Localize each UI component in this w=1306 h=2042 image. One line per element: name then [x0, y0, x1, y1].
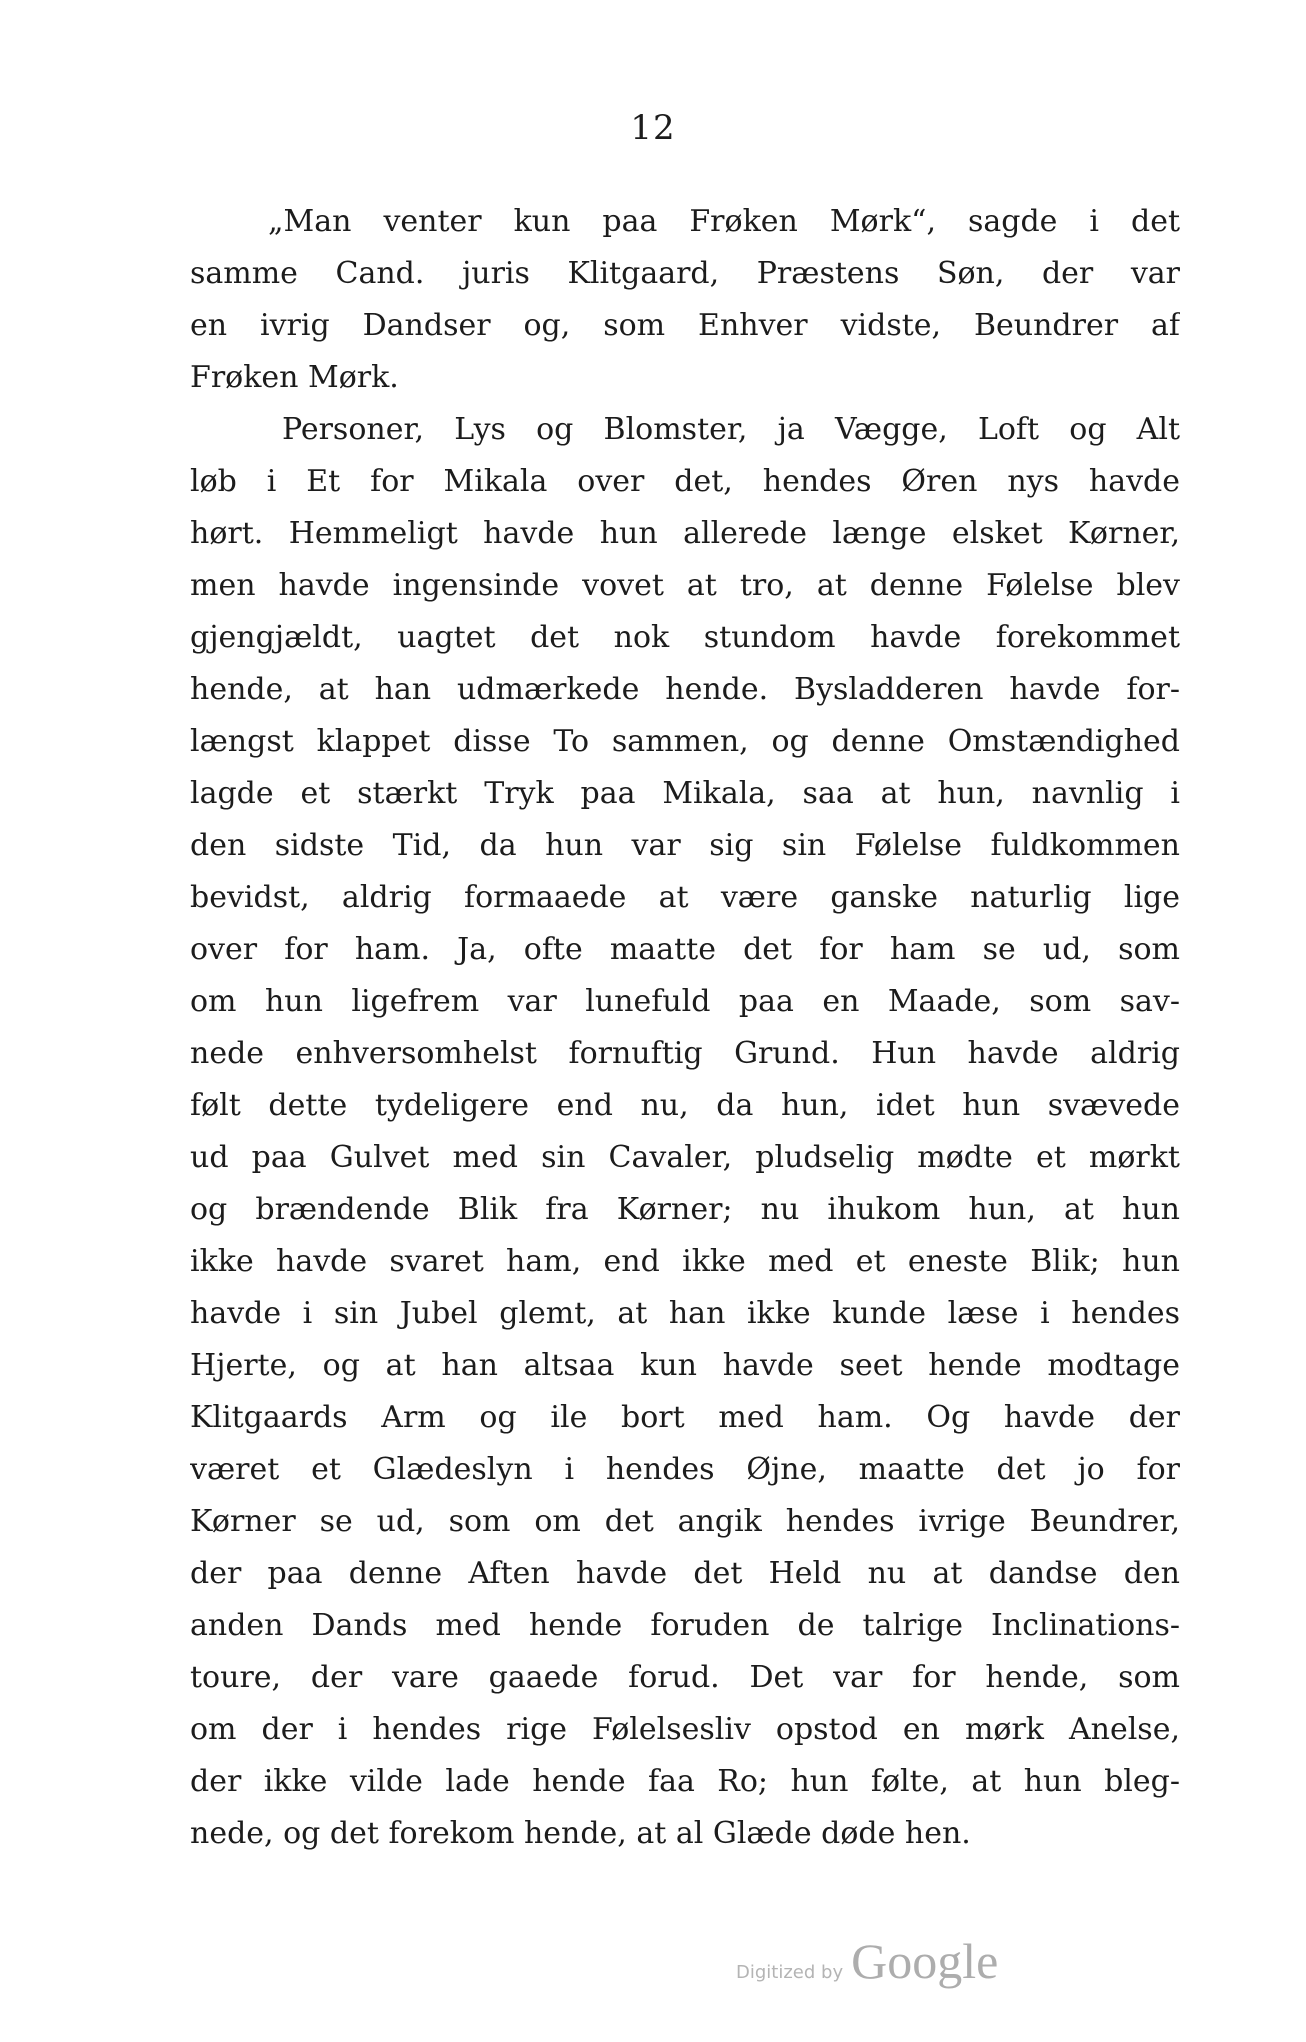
text-line: nede enhversomhelst fornuftig Grund. Hun havde aldrig: [190, 1036, 1180, 1071]
text-line: lagde et stærkt Tryk paa Mikala, saa at hun, navnlig i: [190, 776, 1180, 811]
text-line: samme Cand. juris Klitgaard, Præstens Søn, der var: [190, 256, 1180, 291]
google-logo: Google: [851, 1933, 999, 1989]
digitized-by-label: Digitized by: [736, 1962, 844, 1983]
text-line: ikke havde svaret ham, end ikke med et eneste Blik; hun: [190, 1244, 1180, 1279]
text-line: ud paa Gulvet med sin Cavaler, pludselig mødte et mørkt: [190, 1140, 1180, 1175]
text-line: en ivrig Dandser og, som Enhver vidste, Beundrer af: [190, 308, 1180, 343]
text-line: følt dette tydeligere end nu, da hun, idet hun svævede: [190, 1088, 1180, 1123]
text-line: og brændende Blik fra Kørner; nu ihukom hun, at hun: [190, 1192, 1180, 1227]
page-number: 12: [630, 108, 676, 148]
text-line: Klitgaards Arm og ile bort med ham. Og havde der: [190, 1400, 1180, 1435]
text-line: anden Dands med hende foruden de talrige Inclinations-: [190, 1608, 1180, 1643]
text-line: Hjerte, og at han altsaa kun havde seet hende modtage: [190, 1348, 1180, 1383]
text-line: Frøken Mørk.: [190, 360, 399, 395]
text-line: havde i sin Jubel glemt, at han ikke kunde læse i hendes: [190, 1296, 1180, 1331]
text-line: der ikke vilde lade hende faa Ro; hun følte, at hun bleg-: [190, 1764, 1180, 1799]
text-line: bevidst, aldrig formaaede at være ganske naturlig lige: [190, 880, 1180, 915]
text-line: Kørner se ud, som om det angik hendes ivrige Beundrer,: [190, 1504, 1180, 1539]
body-text: [190, 196, 1180, 1860]
text-line: hørt. Hemmeligt havde hun allerede længe elsket Kørner,: [190, 516, 1180, 551]
text-line: den sidste Tid, da hun var sig sin Følelse fuldkommen: [190, 828, 1180, 863]
text-line: toure, der vare gaaede forud. Det var for hende, som: [190, 1660, 1180, 1695]
text-line: over for ham. Ja, ofte maatte det for ham se ud, som: [190, 932, 1180, 967]
text-line: længst klappet disse To sammen, og denne Omstændighed: [190, 724, 1180, 759]
text-line: men havde ingensinde vovet at tro, at denne Følelse blev: [190, 568, 1180, 603]
text-line: gjengjældt, uagtet det nok stundom havde forekommet: [190, 620, 1180, 655]
text-line: nede, og det forekom hende, at al Glæde døde hen.: [190, 1816, 971, 1851]
text-line: været et Glædeslyn i hendes Øjne, maatte det jo for: [190, 1452, 1180, 1487]
digitized-by-watermark: [736, 1932, 998, 1992]
text-line: Personer, Lys og Blomster, ja Vægge, Loft og Alt: [282, 412, 1180, 447]
text-line: om hun ligefrem var lunefuld paa en Maade, som sav-: [190, 984, 1180, 1019]
text-line: om der i hendes rige Følelsesliv opstod en mørk Anelse,: [190, 1712, 1180, 1747]
text-line: der paa denne Aften havde det Held nu at dandse den: [190, 1556, 1180, 1591]
text-line: hende, at han udmærkede hende. Bysladderen havde for-: [190, 672, 1180, 707]
text-line: løb i Et for Mikala over det, hendes Øren nys havde: [190, 464, 1180, 499]
text-line: „Man venter kun paa Frøken Mørk“, sagde i det: [268, 204, 1180, 239]
